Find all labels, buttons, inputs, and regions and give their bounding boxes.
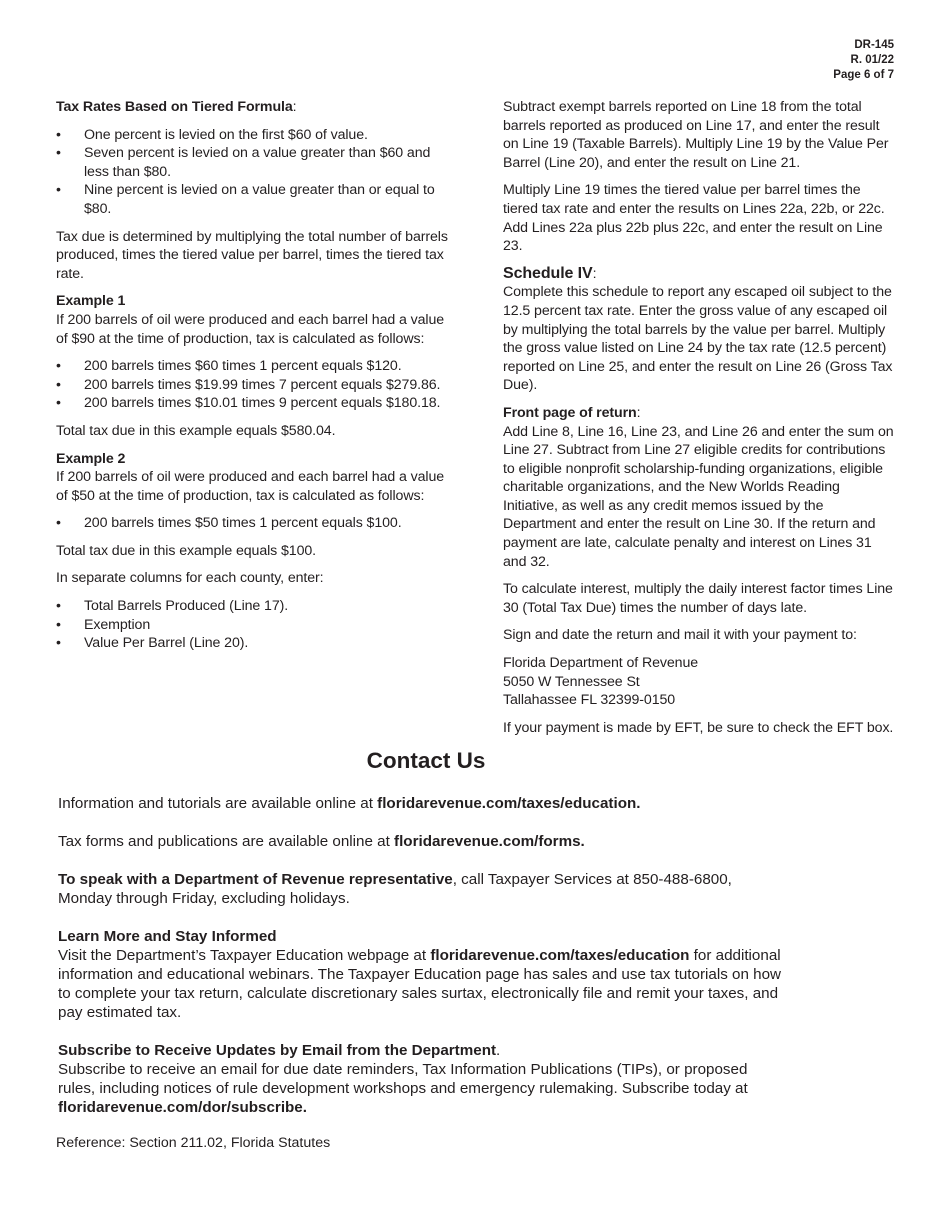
example-1-heading: Example 1 (56, 293, 126, 310)
front-page: Front page of return: Add Line 8, Line 16, Line 23, and Line 26 and enter the sum on Line 27. Subtract from Line 27 eligible credits for contributions to eligible nonprofit scholarship-funding organizations, eligible charitable organizations, and the New Worlds Reading Initiative, as well as any credit memos issued by the Department and enter the result on Line 30. If the return and payment are late, calculate penalty and interest on Lines 31 and 32. (503, 404, 894, 570)
forms-paragraph: Tax forms and publications are available online at floridarevenue.com/forms. (58, 833, 585, 850)
tax-rates-heading: Tax Rates Based on Tiered Formula (56, 99, 293, 115)
example-2-list (56, 514, 456, 533)
speak-heading: To speak with a Department of Revenue representative (58, 871, 453, 888)
tax-due-paragraph: Tax due is determined by multiplying the total number of barrels produced, times the tiered value per barrel, times the tiered tax rate. (56, 228, 448, 282)
example-1-list (56, 357, 456, 413)
schedule-4-heading: Schedule IV (503, 264, 593, 282)
tax-rates-heading-line: Tax Rates Based on Tiered Formula: (56, 99, 297, 115)
example-1-total: Total tax due in this example equals $580.04. (56, 422, 336, 439)
example-2-text: If 200 barrels of oil were produced and each barrel had a value of $50 at the time of production, tax is calculated as follows: (56, 469, 445, 504)
list-item: • 200 barrels times $60 times 1 percent equals $120. (56, 357, 456, 376)
form-header (833, 38, 894, 83)
list-item: • 200 barrels times $19.99 times 7 percent equals $279.86. (56, 376, 456, 395)
list-item: • 200 barrels times $50 times 1 percent equals $100. (56, 514, 456, 533)
example-1-text: If 200 barrels of oil were produced and each barrel had a value of $90 at the time of production, tax is calculated as follows: (56, 311, 445, 347)
mailing-address (503, 654, 898, 710)
list-item: • One percent is levied on the first $60 of value. (56, 126, 456, 145)
form-revision: R. 01/22 (850, 54, 894, 66)
subscribe: Subscribe to Receive Updates by Email from the Department. Subscribe to receive an email for due date reminders, Tax Information Publications (TIPs), or proposed rules, including notices of rule development workshops and emergency rulemaking. Subscribe today at floridarevenue.com/dor/subscribe. (58, 1042, 748, 1116)
subtract-paragraph: Subtract exempt barrels reported on Line 18 from the total barrels reported as produced on Line 17, and enter the result on Line 19 (Taxable Barrels). Multiply Line 19 by the Value Per Barrel (Line 20), and enter the result on Line 21. (503, 99, 889, 171)
example-2-heading: Example 2 (56, 450, 126, 467)
list-item: • Exemption (56, 616, 456, 635)
front-page-text: Add Line 8, Line 16, Line 23, and Line 26 and enter the sum on Line 27. Subtract from Line 27 eligible credits for contributions to eligible nonprofit scholarship-funding organizations, eligible charitable organizations, and the New Worlds Reading Initiative, as well as any credit memos issued by the Department and enter the result on Line 30. If the return and payment are late, calculate penalty and interest on Lines 31 and 32. (503, 423, 894, 570)
reference-note: Reference: Section 211.02, Florida Statutes (56, 1135, 331, 1151)
interest-paragraph: To calculate interest, multiply the daily interest factor times Line 30 (Total Tax Due) times the number of days late. (503, 581, 893, 616)
taxpayer-education-link[interactable]: floridarevenue.com/taxes/education (430, 947, 690, 964)
list-item: • 200 barrels times $10.01 times 9 percent equals $180.18. (56, 394, 456, 413)
learn-more: Learn More and Stay Informed Visit the Department’s Taxpayer Education webpage at floridarevenue.com/taxes/education for additional information and educational webinars. The Taxpayer Education page has sales and use tax tutorials on how to complete your tax return, calculate discretionary sales surtax, electronically file and remit your taxes, and pay estimated tax. (58, 928, 781, 1021)
subscribe-link[interactable]: floridarevenue.com/dor/subscribe. (58, 1099, 307, 1116)
forms-link[interactable]: floridarevenue.com/forms. (394, 833, 585, 850)
education-link[interactable]: floridarevenue.com/taxes/education. (377, 795, 641, 812)
list-item: • Value Per Barrel (Line 20). (56, 634, 456, 653)
sign-paragraph: Sign and date the return and mail it with your payment to: (503, 627, 857, 644)
list-item: • Total Barrels Produced (Line 17). (56, 597, 456, 616)
columns-list (56, 597, 456, 653)
contact-us-title: Contact Us (366, 748, 486, 773)
columns-intro: In separate columns for each county, enter: (56, 570, 324, 587)
info-paragraph: Information and tutorials are available online at floridarevenue.com/taxes/education. (58, 795, 641, 812)
contact-section (58, 794, 788, 1136)
example-2 (56, 450, 456, 506)
schedule-4-text: Complete this schedule to report any escaped oil subject to the 12.5 percent tax rate. Enter the gross value of any escaped oil by multiplying the total barrels by the value per barrel. Multiply the gross value listed on Line 24 by the tax rate (12.5 percent) reported on Line 25, and enter the result on Line 26 (Gross Tax Due). (503, 284, 893, 394)
right-column (503, 98, 898, 746)
example-2-total: Total tax due in this example equals $100. (56, 542, 317, 559)
subscribe-heading: Subscribe to Receive Updates by Email from the Department (58, 1042, 497, 1059)
list-item: • Nine percent is levied on a value greater than or equal to $80. (56, 181, 456, 218)
front-page-heading: Front page of return (503, 404, 637, 421)
eft-paragraph: If your payment is made by EFT, be sure to check the EFT box. (503, 719, 894, 736)
tax-rates-list (56, 126, 456, 219)
multiply-paragraph: Multiply Line 19 times the tiered value per barrel times the tiered tax rate and enter the results on Lines 22a, 22b, or 22c. Add Lines 22a plus 22b plus 22c, and enter the result on Line 23. (503, 182, 885, 255)
left-column (56, 98, 456, 662)
address-line: 5050 W Tennessee St (503, 673, 640, 690)
address-line: Tallahassee FL 32399-0150 (503, 692, 676, 709)
address-line: Florida Department of Revenue (503, 655, 699, 672)
speak-paragraph: To speak with a Department of Revenue representative, call Taxpayer Services at 850-488-6800, Monday through Friday, excluding holidays. (58, 871, 732, 907)
schedule-4: Schedule IV: Complete this schedule to report any escaped oil subject to the 12.5 percent tax rate. Enter the gross value of any escaped oil by multiplying the total barrels by the value per barrel. Multiply the gross value listed on Line 24 by the tax rate (12.5 percent) reported on Line 25, and enter the result on Line 26 (Gross Tax Due). (503, 264, 893, 394)
page-number: Page 6 of 7 (833, 69, 894, 81)
example-1 (56, 292, 456, 348)
list-item: • Seven percent is levied on a value greater than $60 and less than $80. (56, 144, 456, 181)
form-number: DR-145 (854, 39, 894, 51)
learn-more-heading: Learn More and Stay Informed (58, 928, 277, 945)
